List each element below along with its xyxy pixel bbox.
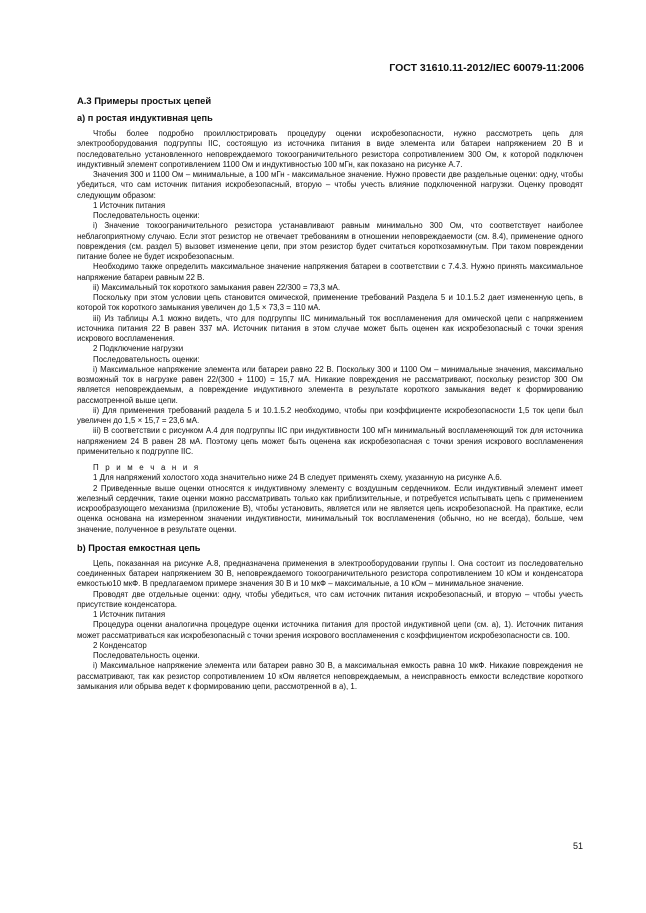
paragraph: Необходимо также определить максимальное значение напряжения батареи в соответствии с 7.4.3. Нужно принять максимальное напряжение батареи равным 22 В. bbox=[77, 262, 583, 282]
notes-title: П р и м е ч а н и я bbox=[93, 463, 201, 472]
standard-header: ГОСТ 31610.11-2012/IEC 60079-11:2006 bbox=[389, 62, 584, 74]
list-heading: Последовательность оценки: bbox=[93, 354, 200, 364]
paragraph: ii) Для применения требований раздела 5 и 10.1.5.2 необходимо, чтобы при коэффициенте искробезопасности 1,5 ток цепи был увеличен до 1,5 × 15,7 = 23,6 мА. bbox=[77, 405, 583, 425]
page-number: 51 bbox=[572, 841, 583, 851]
paragraph: Чтобы более подробно проиллюстрировать процедуру оценки искробезопасности, нужно рассмотреть цепь для электрооборудования подгруппы IIC, состоящую из источника питания в виде элемента или батареи напряжением 20 В и последовательно установленного неповреждаемого токоограничительного резистора сопротивлением 300 Ом, к которой подключен индуктивный элемент сопротивлением 1100 Ом и индуктивностью 100 мГн, как показано на рисунке А.7. bbox=[77, 129, 583, 169]
note: 2 Приведенные выше оценки относятся к индуктивному элементу с воздушным сердечником. Если индуктивный элемент имеет железный сердечник, такие оценки можно рассматривать только как приблизительные, и потребуется испытывать цепь с применением искрообразующего механизма (приложение В), чтобы установить, является или не является цепь искробезопасной. На практике, если оценка основана на измеренном значении индуктивности, минимальный ток воспламенения (обычно, но не всегда), больше, чем значение, полученное в результате оценки. bbox=[77, 483, 583, 534]
list-heading: Последовательность оценки. bbox=[93, 651, 200, 660]
list-heading: 2 Подключение нагрузки bbox=[93, 344, 184, 354]
list-heading: 1 Источник питания bbox=[93, 200, 166, 210]
paragraph: i) Максимальное напряжение элемента или батареи равно 30 В, а максимальная емкость равна 10 мкФ. Никакие повреждения не рассматривают, так как резистор сопротивлением 10 кОм является неповреждаемым, а неисправность емкости вследствие короткого замыкания или обрыва ведет к формированию цепи, рассмотренной в а), 1. bbox=[77, 661, 583, 691]
paragraph: i) Значение токоограничительного резистора устанавливают равным минимально 300 Ом, что соответствует наиболее неблагоприятному случаю. Если этот резистор не отвечает требованиям в отношении неповреждаемости (см. 8.4), применение одного повреждения (см. раздел 5) вызовет изменение цепи, при этом резистор будет считаться короткозамкнутым. При таком повреждении питание более не будет искробезопасным. bbox=[77, 221, 583, 261]
paragraph: Процедура оценки аналогична процедуре оценки источника питания для простой индуктивной цепи (см. а), 1). Источник питания может рассматриваться как искробезопасный с точки зрения искрового воспламенения с коэффициентом искробезопасности св. 100. bbox=[77, 620, 583, 640]
list-heading: 2 Конденсатор bbox=[93, 640, 147, 650]
paragraph: i) Максимальное напряжение элемента или батареи равно 22 В. Поскольку 300 и 1100 Ом – минимальные значения, максимально возможный ток в нагрузке равен 22/(300 + 1100) = 15,7 мА. Никакие повреждения не рассматривают, поскольку резистор 300 Ом является неповреждаемым, а повреждение индуктивного элемента в результате короткого замыкания ведет к формированию рассмотренной выше цепи. bbox=[77, 364, 583, 405]
paragraph: iii) В соответствии с рисунком А.4 для подгруппы IIC при индуктивности 100 мГн минимальный воспламеняющий ток для источника напряжением 24 В равен 28 мА. Поэтому цепь может быть оценена как искробезопасная с точки зрения искрового воспламенения применительно к подгруппе IIC. bbox=[77, 426, 583, 456]
paragraph: iii) Из таблицы А.1 можно видеть, что для подгруппы IIC минимальный ток воспламенения для омической цепи с напряжением источника питания 22 В равен 337 мА. Источник питания в этом случае может быть оценен как искробезопасный с точки зрения искрового воспламенения. bbox=[77, 313, 583, 343]
paragraph: Значения 300 и 1100 Ом – минимальные, а 100 мГн - максимальное значение. Нужно провести две раздельные оценки: одну, чтобы убедиться, что сам источник питания искробезопасный, вторую – чтобы учесть влияние подключенной нагрузки. Оценку проводят следующим образом: bbox=[77, 170, 583, 200]
paragraph: ii) Максимальный ток короткого замыкания равен 22/300 = 73,3 мА. bbox=[93, 282, 341, 292]
paragraph: Проводят две отдельные оценки: одну, чтобы убедиться, что сам источник питания искробезопасный, и вторую – чтобы учесть присутствие конденсатора. bbox=[77, 589, 583, 609]
paragraph: Поскольку при этом условии цепь становится омической, применение требований Раздела 5 и 10.1.5.2 дает измененную цепь, в которой ток короткого замыкания увеличен до 1,5 × 73,3 = 110 мА. bbox=[77, 293, 583, 313]
subsection-b-title: b) Простая емкостная цепь bbox=[77, 542, 201, 553]
section-title: А.3 Примеры простых цепей bbox=[77, 95, 212, 106]
list-heading: 1 Источник питания bbox=[93, 610, 166, 619]
list-heading: Последовательность оценки: bbox=[93, 211, 200, 220]
paragraph: Цепь, показанная на рисунке А.8, предназначена применения в электрооборудовании группы I. Она состоит из последовательно соединенных батареи напряжением 30 В, неповреждаемого токоограничительного резистора сопротивлением 10 кОм и конденсатора емкостью10 мкФ. В предлагаемом примере значения 30 В и 10 мкФ – максимальные, а 10 кОм – минимальное значение. bbox=[77, 558, 583, 589]
note: 1 Для напряжений холостого хода значительно ниже 24 В следует применять схему, указанную на рисунке А.6. bbox=[93, 473, 502, 483]
subsection-a-title: а) п ростая индуктивная цепь bbox=[77, 113, 213, 123]
page-content bbox=[77, 95, 583, 692]
